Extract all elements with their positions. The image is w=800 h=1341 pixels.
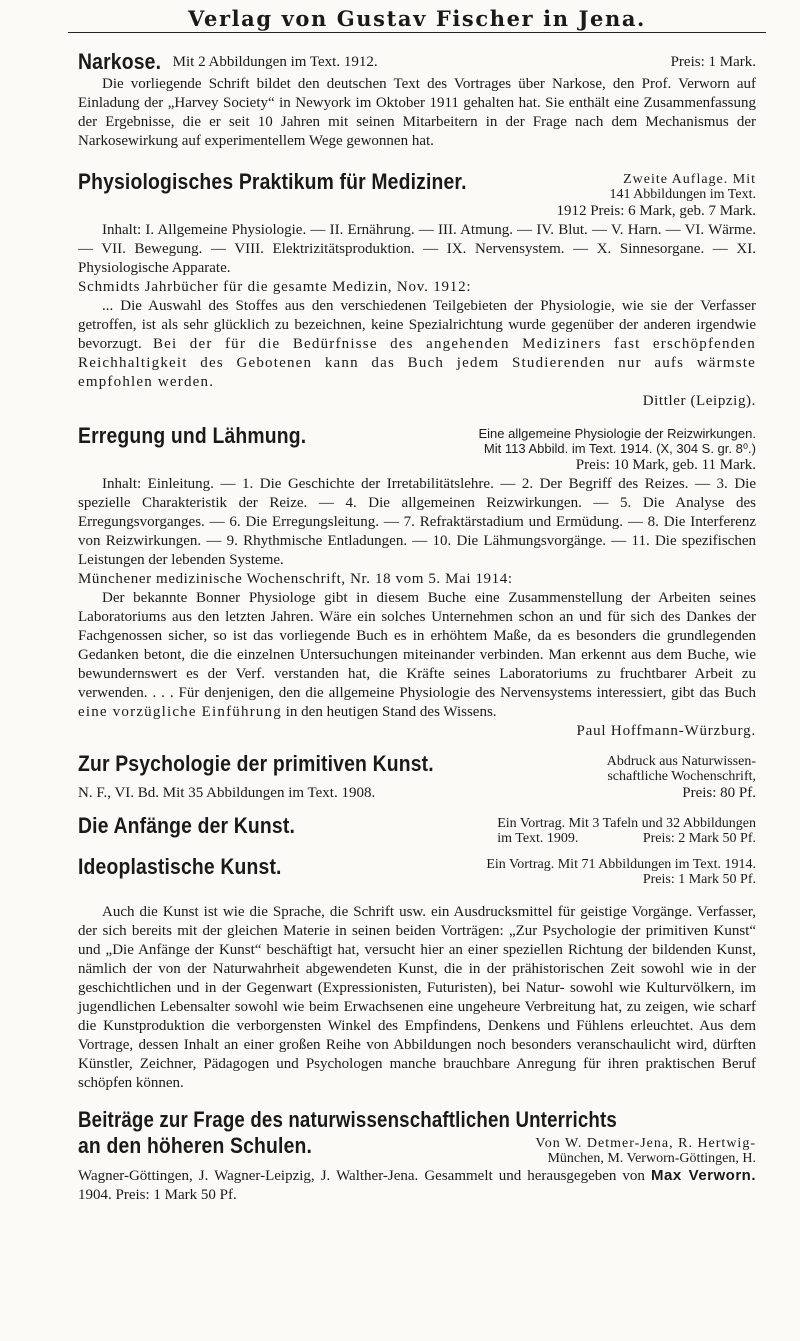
entry-anfaenge (78, 813, 756, 846)
review-erregung-b: eine vorzügliche Einführung (78, 704, 283, 720)
title-narkose: Narkose. (78, 49, 162, 74)
reviewer-praktikum: Dittler (Leipzig). (642, 393, 756, 409)
contents-praktikum: Inhalt: I. Allgemeine Physiologie. — II. Ernährung. — III. Atmung. — IV. Blut. — V. Harn. — VI. Wärme. — VII. Bewegung. — VIII. Elektrizitätsproduktion. — IX. Nervensystem. — X. Sinnesorgane. — XI. Physiologische Apparate. (78, 222, 756, 276)
title-beitraege-2: an den höheren Schulen. (78, 1133, 313, 1158)
body-narkose: Die vorliegende Schrift bildet den deutschen Text des Vortrages über Narkose, den Prof. Verworn auf Einladung der „Harvey Society“ in Newyork im Oktober 1911 gehalten hat. Sie enthält eine Zusammenfassung der Ergebnisse, die er seit 10 Jahren mit seinen Mitarbeitern in der Frage nach dem Mechanismus der Narkosewirkung auf experimentellem Wege gewonnen hat. (78, 76, 756, 149)
title-anfaenge: Die Anfänge der Kunst. (78, 813, 296, 838)
meta-narkose: Mit 2 Abbildungen im Text. 1912. (172, 53, 378, 70)
title-beitraege-1: Beiträge zur Frage des naturwissenschaftlichen Unterrichts (78, 1107, 617, 1132)
price-beitraege: Preis: 1 Mark 50 Pf. (115, 1187, 237, 1203)
entry-beitraege (78, 1107, 756, 1205)
meta-praktikum-2: 141 Abbildungen im Text. (609, 187, 756, 202)
meta-psychologie-3: N. F., VI. Bd. Mit 35 Abbildungen im Text. 1908. (78, 785, 376, 801)
review-praktikum-b: Bei der für die Bedürfnisse des angehenden Mediziners fast erschöpfenden Reichhaltigkeit des Gebotenen kann das Buch jedem Studierenden nur aufs wärmste empfohlen werden. (78, 336, 756, 390)
publisher-header: Verlag von Gustav Fischer in Jena. (68, 0, 766, 33)
meta-beitraege-2: München, M. Verworn-Göttingen, H. (547, 1151, 756, 1166)
price-anfaenge: Preis: 2 Mark 50 Pf. (642, 831, 756, 846)
price-narkose: Preis: 1 Mark. (670, 54, 756, 70)
price-praktikum: 1912 Preis: 6 Mark, geb. 7 Mark. (556, 203, 756, 219)
contents-erregung: Inhalt: Einleitung. — 1. Die Geschichte der Irretabilitätslehre. — 2. Der Begriff des Reizes. — 3. Die spezielle Charakteristik der Reize. — 4. Die allgemeinen Reizwirkungen. — 5. Die Analyse des Erregungsvorganges. — 6. Die Erregungsleitung. — 7. Refraktärstadium und Ermüdung. — 8. Die Interferenz von Reizwirkungen. — 9. Rhythmische Entladungen. — 10. Die Lähmungsvorgänge. — 11. Die spezifischen Leistungen der lebenden Systeme. (78, 476, 756, 568)
price-ideoplastische: Preis: 1 Mark 50 Pf. (642, 872, 756, 887)
entry-psychologie (78, 751, 756, 803)
entry-ideoplastische (78, 854, 756, 1093)
review-praktikum-a: ... Die Auswahl des Stoffes aus den verschiedenen Teilgebieten der Physiologie, wie sie der Verfasser getroffen, ist als sehr glücklich zu bezeichnen, keine Spezialrichtung wurde gegenüber der anderen irgendwie bevorzugt. (78, 298, 756, 352)
body-ideoplastische: Auch die Kunst ist wie die Sprache, die Schrift usw. ein Ausdrucksmittel für geistige Vorgänge. Verfasser, der sich bereits mit der gleichen Materie in seinen beiden Vorträgen: „Zur Psychologie der primitiven Kunst“ und „Die Anfänge der Kunst“ beschäftigt hat, versucht hier an einer speziellen Richtung der bildenden Kunst, nämlich der von der Naturwahrheit abgewendeten Kunst, die in der prähistorischen Zeit sowohl wie in der geschichtlichen und in der Gegenwart (Expressionisten, Futuristen), bei Natur- sowohl wie Kulturvölkern, im jugendlichen Lebensalter sowohl wie beim Erwachsenen eine ungeheure Verbreitung hat, zu zeigen, wie scharf die Kunstproduktion die verborgensten Winkel des Empfindens, Denkens und Fühlens erleuchtet. Aus dem Vortrage, dessen Inhalt an einer großen Reihe von Abbildungen noch besonders veranschaulicht wird, dürften Künstler, Zeichner, Pädagogen und Psychologen manche brauchbare Anregung für ihren praktischen Beruf schöpfen können. (78, 904, 756, 1091)
meta-erregung-1: Eine allgemeine Physiologie der Reizwirkungen. (478, 426, 756, 441)
editor-beitraege: Max Verworn. (651, 1167, 757, 1184)
review-erregung-c: in den heutigen Stand des Wissens. (285, 704, 497, 720)
entry-narkose (78, 49, 756, 151)
meta-psychologie-1: Abdruck aus Naturwissen- (606, 754, 756, 769)
review-erregung-a: Der bekannte Bonner Physiologe gibt in diesem Buche eine Zusammenstellung der Arbeiten seines Laboratoriums aus den letzten Jahren. Wäre ein solches Unternehmen schon an und für sich des Dankes der Fachgenossen sicher, so ist das vorliegende Buch es in erhöhtem Maße, da es besonders die grundlegenden Gedanken betont, die die einzelnen Untersuchungen miteinander verbinden. Man erkennt aus dem Buche, wie bewundernswert es der Verf. verstanden hat, die Kräfte seines Laboratoriums zu fruchtbarer Arbeit zu verwenden. . . . Für denjenigen, den die allgemeine Physiologie des Nervensystems interessiert, gibt das Buch (78, 590, 756, 701)
review-source-erregung: Münchener medizinische Wochenschrift, Nr. 18 vom 5. Mai 1914: (78, 571, 513, 587)
title-praktikum: Physiologisches Praktikum für Mediziner. (78, 169, 467, 194)
title-ideoplastische: Ideoplastische Kunst. (78, 854, 282, 879)
meta-anfaenge-1: Ein Vortrag. Mit 3 Tafeln und 32 Abbildungen (497, 816, 756, 831)
reviewer-erregung: Paul Hoffmann-Würzburg. (576, 723, 756, 739)
body-beitraege-b: 1904. (78, 1187, 112, 1203)
meta-praktikum-1: Zweite Auflage. Mit (623, 172, 756, 187)
entry-praktikum (78, 169, 756, 411)
title-erregung: Erregung und Lähmung. (78, 423, 307, 448)
price-psychologie: Preis: 80 Pf. (682, 785, 756, 801)
meta-ideoplastische-1: Ein Vortrag. Mit 71 Abbildungen im Text. 1914. (486, 857, 756, 872)
entry-erregung (78, 423, 756, 741)
meta-erregung-2: Mit 113 Abbild. im Text. 1914. (X, 304 S. gr. 8⁰.) (483, 441, 756, 456)
title-psychologie: Zur Psychologie der primitiven Kunst. (78, 751, 434, 776)
price-erregung: Preis: 10 Mark, geb. 11 Mark. (575, 457, 756, 473)
meta-psychologie-2: schaftliche Wochenschrift, (607, 769, 756, 784)
meta-beitraege-1: Von W. Detmer-Jena, R. Hertwig- (535, 1136, 756, 1151)
meta-anfaenge-2: im Text. 1909. (497, 831, 579, 846)
review-source-praktikum: Schmidts Jahrbücher für die gesamte Medizin, Nov. 1912: (78, 279, 472, 295)
body-beitraege-a: Wagner-Göttingen, J. Wagner-Leipzig, J. Walther-Jena. Gesammelt und herausgegeben von (78, 1168, 645, 1184)
